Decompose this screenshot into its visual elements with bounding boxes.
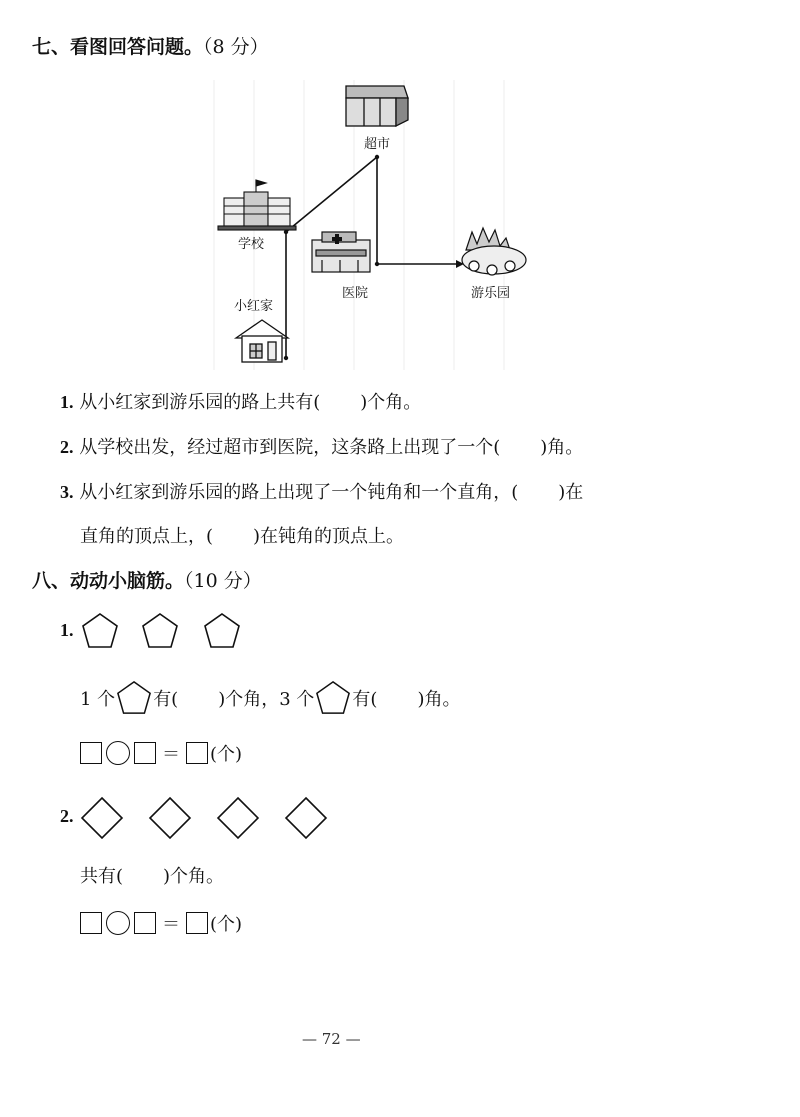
section8-points: （10 分）	[184, 570, 262, 592]
problem1-equation: ＝ (个)	[80, 740, 242, 766]
answer-box[interactable]	[186, 912, 208, 934]
problem2-sentence: 共有( )个角。	[80, 866, 225, 887]
section8-heading	[32, 566, 262, 593]
home-dot	[284, 356, 288, 360]
problem1-number: 1.	[60, 620, 74, 640]
section8-title: 八、动动小脑筋。	[32, 570, 185, 592]
hospital-corner-dot	[375, 262, 379, 266]
hospital-icon	[312, 232, 370, 272]
park-icon	[462, 228, 526, 275]
route-corner-to-supermarket	[286, 157, 377, 232]
problem2-equation: ＝ (个)	[80, 910, 242, 936]
section7-title: 七、看图回答问题。	[32, 36, 204, 58]
answer-box[interactable]	[134, 742, 156, 764]
label-supermarket: 超市	[364, 137, 391, 152]
operator-circle[interactable]	[106, 741, 130, 765]
school-icon	[218, 180, 296, 230]
section7-heading	[32, 32, 269, 59]
answer-box[interactable]	[80, 912, 102, 934]
question-2: 2. 从学校出发，经过超市到医院，这条路上出现了一个( )角。	[60, 437, 584, 458]
problem2-number: 2.	[60, 806, 74, 826]
question-3-line1: 3. 从小红家到游乐园的路上出现了一个钝角和一个直角，( )在	[60, 482, 584, 503]
problem1-sentence: 1 个 有( )个角，3 个 有( )角。	[80, 680, 460, 716]
diamond-icon	[148, 796, 192, 840]
home-icon	[236, 320, 288, 362]
pentagon-icon	[202, 612, 242, 650]
label-school: 学校	[238, 237, 265, 252]
section7-points: （8 分）	[203, 36, 269, 58]
pentagon-icon	[115, 680, 153, 716]
route-map	[194, 80, 534, 370]
operator-circle[interactable]	[106, 911, 130, 935]
diamond-icon	[216, 796, 260, 840]
answer-box[interactable]	[134, 912, 156, 934]
supermarket-dot	[375, 155, 379, 159]
question-3-line2: 直角的顶点上，( )在钝角的顶点上。	[80, 526, 405, 547]
diamond-icon	[284, 796, 328, 840]
pentagon-icon	[80, 612, 120, 650]
question-1: 1. 从小红家到游乐园的路上共有( )个角。	[60, 392, 422, 413]
label-home: 小红家	[234, 299, 274, 314]
supermarket-icon	[346, 86, 408, 126]
label-park: 游乐园	[471, 286, 511, 301]
label-hospital: 医院	[342, 286, 369, 301]
page-number: — 72 —	[302, 1030, 361, 1048]
pentagon-icon	[314, 680, 352, 716]
answer-box[interactable]	[80, 742, 102, 764]
diamond-icon	[80, 796, 124, 840]
pentagon-icon	[140, 612, 180, 650]
answer-box[interactable]	[186, 742, 208, 764]
